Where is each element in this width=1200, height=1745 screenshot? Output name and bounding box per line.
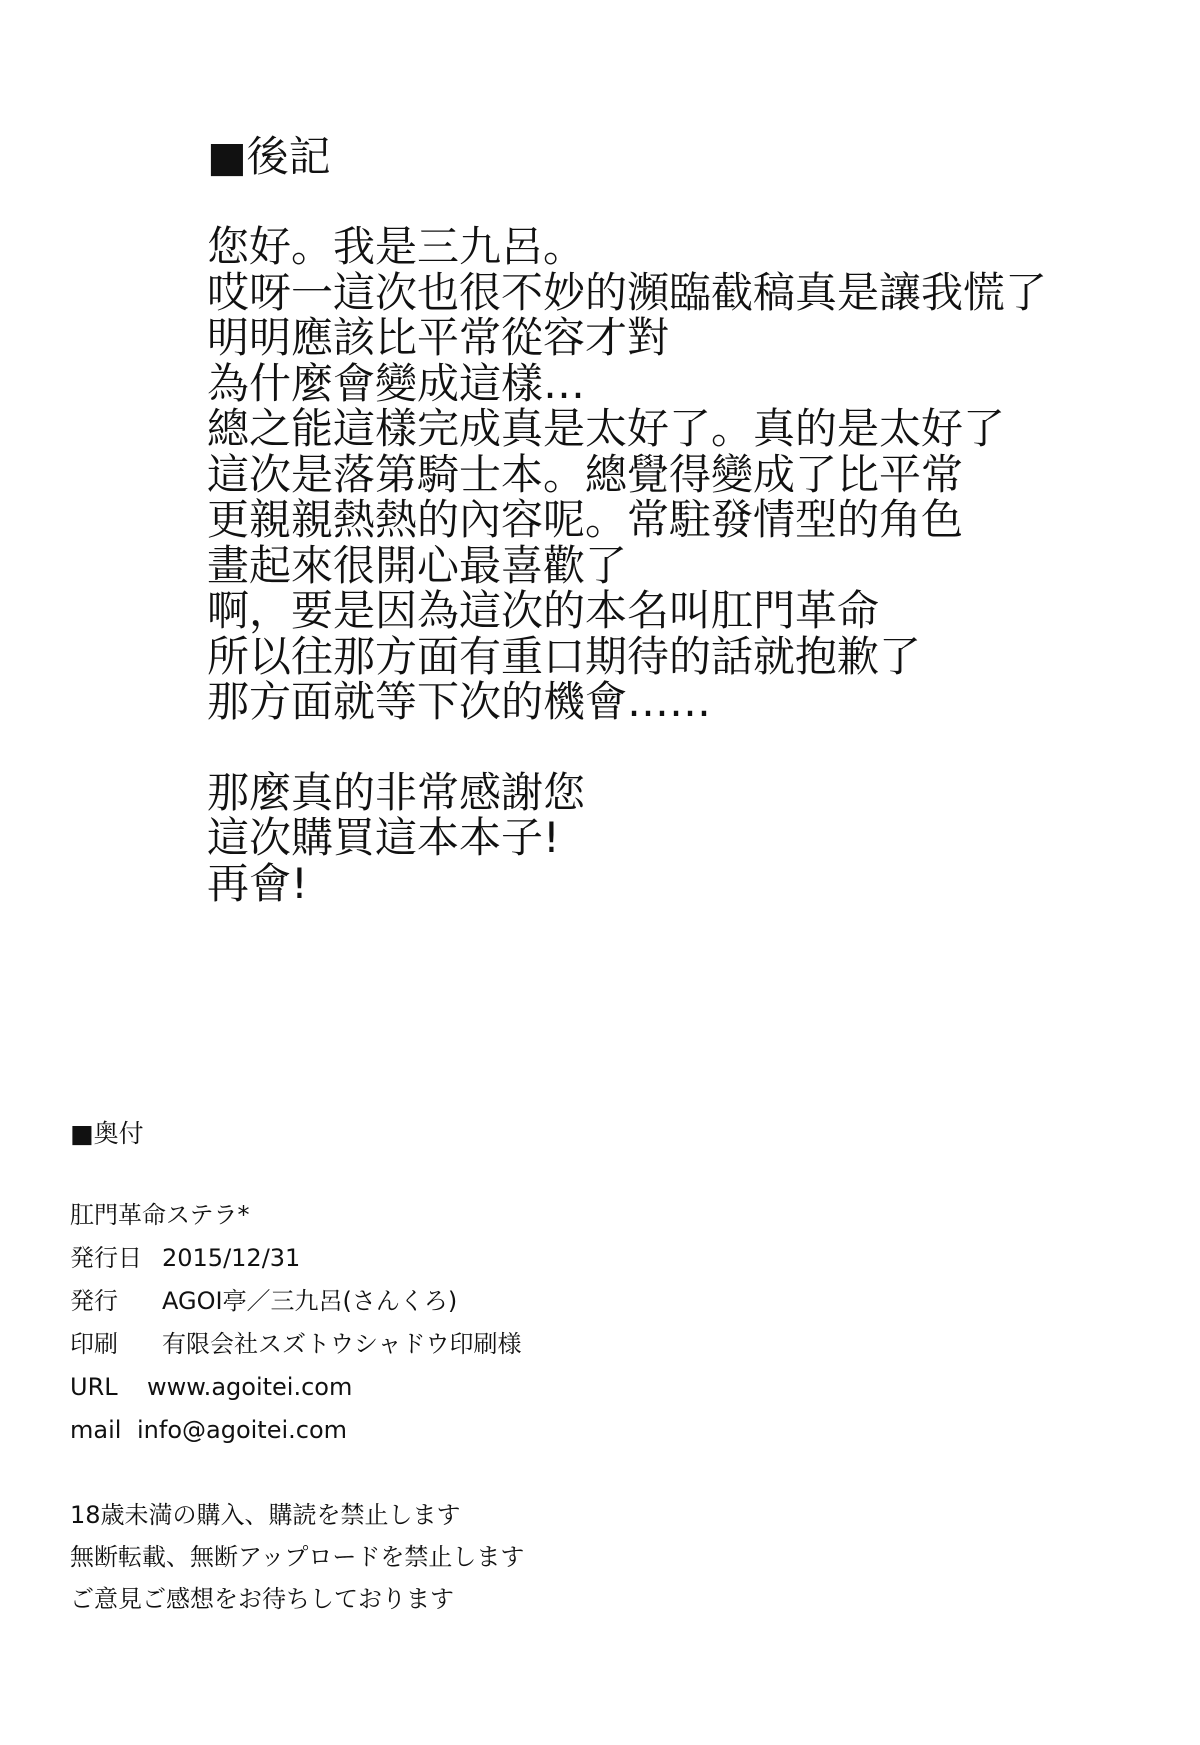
- printer-row: [70, 1323, 970, 1366]
- notice-item: 無断転載、無断アップロードを禁止します: [70, 1543, 525, 1571]
- mail-row: [70, 1409, 970, 1452]
- afterword-line: 明明應該比平常從容才對: [207, 313, 670, 362]
- afterword-line: 哎呀一這次也很不妙的瀕臨截稿真是讓我慌了: [207, 267, 1048, 317]
- publisher-value: AGOI亭／三九呂(さんくろ): [162, 1287, 458, 1315]
- notices-list: [70, 1494, 970, 1620]
- afterword-line: 畫起來很開心最喜歡了: [207, 540, 628, 590]
- afterword-section: [207, 128, 1107, 906]
- publisher-label: 発行: [70, 1287, 118, 1315]
- afterword-line: 再會!: [207, 858, 308, 908]
- afterword-line: 那麼真的非常感謝您: [207, 767, 586, 817]
- afterword-line: 這次是落第騎士本。總覺得變成了比平常: [207, 449, 964, 499]
- url-value: www.agoitei.com: [147, 1373, 353, 1401]
- url-row: [70, 1366, 970, 1409]
- url-label: URL: [70, 1373, 118, 1401]
- publish-date-value: 2015/12/31: [162, 1244, 301, 1272]
- afterword-line: 總之能這樣完成真是太好了。真的是太好了: [207, 404, 1006, 453]
- publish-date-label: 発行日: [70, 1244, 142, 1272]
- colophon-section: [70, 1116, 970, 1636]
- printer-value: 有限会社スズトウシャドウ印刷様: [162, 1330, 522, 1358]
- afterword-line: 這次購買這本本子!: [207, 813, 560, 862]
- notice-item: ご意見ご感想をお待ちしております: [70, 1585, 454, 1613]
- mail-value: info@agoitei.com: [137, 1416, 348, 1444]
- publisher-row: [70, 1280, 970, 1323]
- afterword-title: ■後記: [207, 132, 331, 181]
- afterword-paragraph-1: [207, 224, 1107, 725]
- notice-item: 18歳未満の購入、購読を禁止します: [70, 1501, 461, 1529]
- afterword-line: 為什麼會變成這樣…: [207, 358, 586, 408]
- book-title: 肛門革命ステラ*: [70, 1201, 250, 1229]
- printer-label: 印刷: [70, 1330, 118, 1358]
- afterword-line: 啊，要是因為這次的本名叫肛門革命: [207, 586, 880, 635]
- afterword-paragraph-2: [207, 767, 1107, 908]
- publish-date-row: [70, 1237, 970, 1280]
- colophon-title: ■奥付: [70, 1119, 144, 1148]
- afterword-line: 您好。我是三九呂。: [207, 222, 586, 271]
- afterword-line: 所以往那方面有重口期待的話就抱歉了: [207, 631, 922, 681]
- afterword-line: 更親親熱熱的內容呢。常駐發情型的角色: [207, 495, 964, 544]
- afterword-line: 那方面就等下次的機會……: [207, 677, 712, 726]
- mail-label: mail: [70, 1416, 122, 1444]
